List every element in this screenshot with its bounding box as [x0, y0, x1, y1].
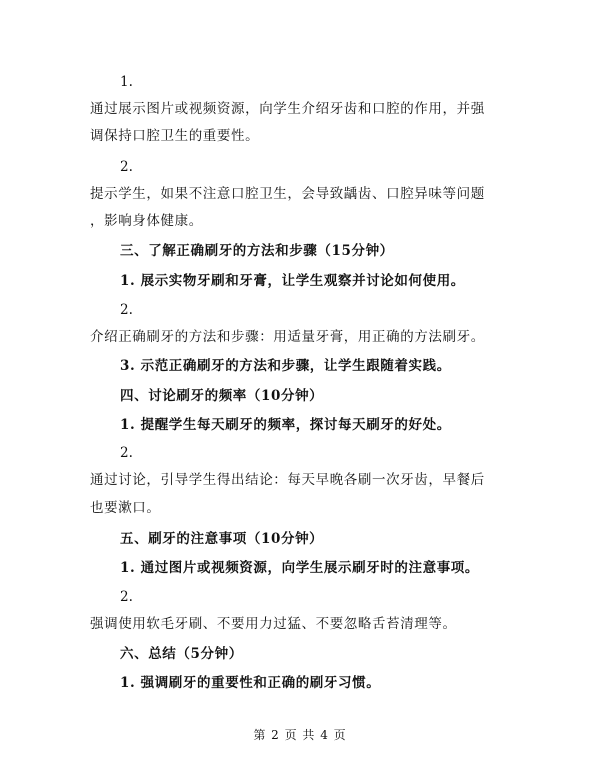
list-number: 1.: [120, 74, 133, 90]
paragraph-line: 提示学生，如果不注意口腔卫生，会导致龋齿、口腔异味等问题: [90, 186, 485, 202]
paragraph-line: 介绍正确刷牙的方法和步骤：用适量牙膏，用正确的方法刷牙。: [90, 329, 485, 345]
bold-list-item: 3. 示范正确刷牙的方法和步骤，让学生跟随着实践。: [120, 358, 451, 374]
section-heading: 五、刷牙的注意事项（10分钟）: [120, 531, 324, 547]
list-number: 2.: [120, 445, 133, 461]
bold-list-item: 1. 展示实物牙刷和牙膏，让学生观察并讨论如何使用。: [120, 273, 465, 289]
bold-list-item: 1. 通过图片或视频资源，向学生展示刷牙时的注意事项。: [120, 560, 479, 576]
paragraph-line: ，影响身体健康。: [90, 213, 203, 229]
list-number: 2.: [120, 159, 133, 175]
paragraph-line: 通过讨论，引导学生得出结论：每天早晚各刷一次牙齿，早餐后: [90, 472, 485, 488]
section-heading: 六、总结（5分钟）: [120, 646, 243, 662]
list-number: 2.: [120, 589, 133, 605]
section-heading: 四、讨论刷牙的频率（10分钟）: [120, 388, 324, 404]
page-footer: 第 2 页 共 4 页: [253, 728, 347, 742]
paragraph-line: 也要漱口。: [90, 500, 161, 516]
paragraph-line: 强调使用软毛牙刷、不要用力过猛、不要忽略舌苔清理等。: [90, 616, 457, 632]
paragraph-line: 调保持口腔卫生的重要性。: [90, 128, 260, 144]
bold-list-item: 1. 提醒学生每天刷牙的频率，探讨每天刷牙的好处。: [120, 417, 451, 433]
section-heading: 三、了解正确刷牙的方法和步骤（15分钟）: [120, 243, 394, 259]
paragraph-line: 通过展示图片或视频资源，向学生介绍牙齿和口腔的作用，并强: [90, 101, 485, 117]
list-number: 2.: [120, 302, 133, 318]
bold-list-item: 1. 强调刷牙的重要性和正确的刷牙习惯。: [120, 675, 381, 691]
